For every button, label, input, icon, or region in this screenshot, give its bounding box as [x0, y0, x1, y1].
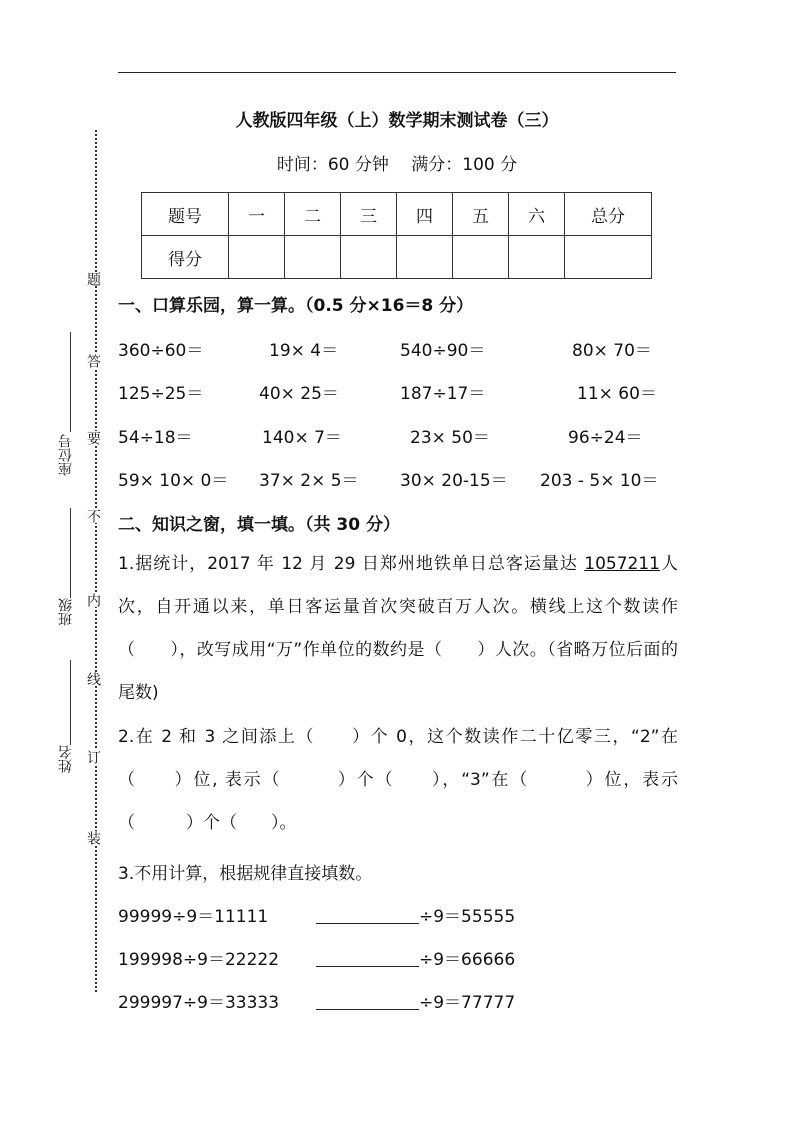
calc-item: 140× 7＝ — [262, 428, 342, 448]
calc-item: 54÷18＝ — [118, 428, 193, 448]
score-table-score-row — [142, 236, 652, 279]
calc-item: 80× 70＝ — [572, 341, 652, 361]
score-table — [141, 192, 652, 279]
score-header-cell: 四 — [397, 193, 453, 236]
binding-char-1: 题 — [85, 272, 101, 286]
pattern-right: ÷9＝66666 — [419, 950, 516, 970]
score-cell[interactable] — [229, 236, 285, 279]
calc-item: 30× 20-15＝ — [400, 471, 508, 491]
score-table-header-row — [142, 193, 652, 236]
pattern-right: ÷9＝55555 — [419, 907, 516, 927]
pattern-right-row — [316, 988, 515, 1013]
calc-item: 125÷25＝ — [118, 384, 204, 404]
question-2: 2.在 2 和 3 之间添上（ ）个 0，这个数读作二十亿零三，“2”在（ ）位, 表示（ ）个（ ），“3”在（ ）位，表示（ ）个（ ）。 — [118, 727, 678, 833]
score-header-cell: 五 — [453, 193, 509, 236]
q1-text-after: 人次，自开通以来，单日客运量首次突破百万人次。横线上这个数读作（ ），改写成用“万”作单位的数约是（ ）人次。（省略万位后面的尾数) — [118, 554, 679, 703]
score-cell[interactable] — [397, 236, 453, 279]
score-header-cell: 二 — [285, 193, 341, 236]
calc-item: 19× 4＝ — [269, 341, 339, 361]
score-header-cell: 题号 — [142, 193, 229, 236]
q1-text-before: 1.据统计，2017 年 12 月 29 日郑州地铁单日总客运量达 — [118, 554, 585, 574]
binding-char-8: 装 — [85, 831, 101, 845]
binding-char-2: 答 — [85, 354, 101, 368]
class-line[interactable] — [70, 508, 71, 598]
calc-item: 203 - 5× 10＝ — [540, 471, 659, 491]
seat-number-label: 座位号 — [58, 434, 74, 476]
calc-item: 187÷17＝ — [400, 384, 486, 404]
binding-char-6: 线 — [85, 672, 101, 686]
pattern-left: 99999÷9＝11111 — [118, 907, 269, 927]
calc-item: 40× 25＝ — [259, 384, 339, 404]
answer-blank[interactable] — [316, 905, 419, 924]
pattern-right: ÷9＝77777 — [419, 993, 516, 1013]
score-cell[interactable] — [285, 236, 341, 279]
score-header-cell: 一 — [229, 193, 285, 236]
score-cell[interactable] — [453, 236, 509, 279]
score-header-cell: 三 — [341, 193, 397, 236]
calc-item: 540÷90＝ — [400, 341, 486, 361]
section1-heading: 一、口算乐园，算一算。（0.5 分×16＝8 分） — [118, 296, 474, 316]
pattern-right-row — [316, 945, 515, 970]
pattern-left: 299997÷9＝33333 — [118, 993, 280, 1013]
score-cell[interactable] — [509, 236, 565, 279]
question-3-text: 3.不用计算，根据规律直接填数。 — [118, 864, 373, 884]
answer-blank[interactable] — [316, 948, 419, 967]
binding-dotted-line — [95, 130, 97, 992]
score-header-cell: 总分 — [565, 193, 652, 236]
calc-item: 11× 60＝ — [577, 384, 657, 404]
calc-item: 360÷60＝ — [118, 341, 204, 361]
binding-char-4: 不 — [85, 509, 101, 523]
name-line[interactable] — [70, 660, 71, 745]
calc-item: 59× 10× 0＝ — [118, 471, 229, 491]
question-1 — [118, 543, 678, 715]
section2-heading: 二、知识之窗，填一填。（共 30 分） — [118, 515, 400, 535]
pattern-right-row — [316, 902, 515, 927]
pattern-left: 199998÷9＝22222 — [118, 950, 280, 970]
exam-info: 时间：60 分钟 满分：100 分 — [276, 155, 518, 175]
binding-char-7: 订 — [85, 750, 101, 764]
calc-item: 96÷24＝ — [568, 428, 643, 448]
binding-char-5: 内 — [85, 593, 101, 607]
score-cell[interactable] — [341, 236, 397, 279]
seat-number-line[interactable] — [70, 332, 71, 432]
calc-item: 37× 2× 5＝ — [259, 471, 359, 491]
score-header-cell: 六 — [509, 193, 565, 236]
header-rule — [118, 72, 676, 73]
calc-item: 23× 50＝ — [410, 428, 490, 448]
score-cell[interactable] — [565, 236, 652, 279]
page-title: 人教版四年级（上）数学期末测试卷（三） — [235, 111, 559, 131]
answer-blank[interactable] — [316, 991, 419, 1010]
score-row-label: 得分 — [142, 236, 229, 279]
binding-char-3: 要 — [85, 431, 101, 445]
class-label: 班级 — [58, 598, 74, 626]
q1-underlined-number: 1057211 — [584, 554, 660, 574]
name-label: 姓名 — [58, 745, 74, 773]
